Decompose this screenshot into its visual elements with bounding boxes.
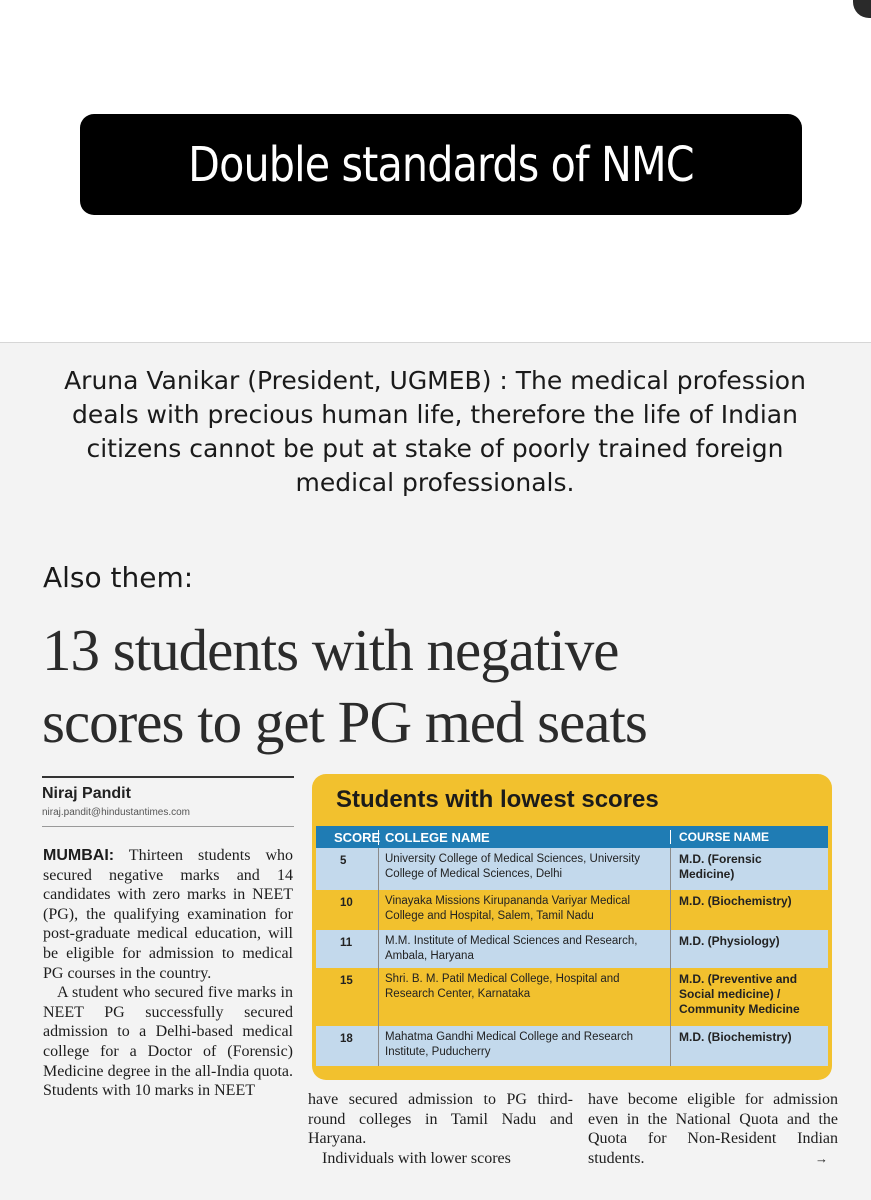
header-college: COLLEGE NAME [378,830,670,845]
row-course: M.D. (Forensic Medicine) [670,848,828,890]
row-college: Mahatma Gandhi Medical College and Research Institute, Puducherry [378,1026,670,1066]
quote-text: Aruna Vanikar (President, UGMEB) : The medical profession deals with precious human life, therefore the life of Indian citizens cannot be put at stake of poorly trained foreign medical professionals. [64,366,806,497]
row-college: M.M. Institute of Medical Sciences and Research, Ambala, Haryana [378,930,670,968]
table-row [316,968,828,1026]
also-label: Also them: [43,561,194,594]
corner-mark [853,0,871,18]
paragraph-2: A student who secured five marks in NEET PG successfully secured admission to a Delhi-based medical college for a Doctor of (Forensic) Medicine degree in the all-India quota. Students with 10 marks in NEET [43,984,293,1100]
row-course: M.D. (Preventive and Social medicine) / Community Medicine [670,968,828,1026]
row-course: M.D. (Physiology) [670,930,828,968]
article-headline [42,614,842,758]
article-column-2 [308,1090,573,1168]
row-college: University College of Medical Sciences, University College of Medical Sciences, Delhi [378,848,670,890]
lowest-scores-table [312,774,832,1080]
row-course: M.D. (Biochemistry) [670,890,828,930]
title-banner [80,114,802,215]
row-college: Shri. B. M. Patil Medical College, Hospital and Research Center, Karnataka [378,968,670,1026]
row-score: 11 [340,937,353,949]
column-2-paragraph: Individuals with lower scores [322,1149,511,1167]
author-email: niraj.pandit@hindustantimes.com [42,807,294,827]
row-course: M.D. (Biochemistry) [670,1026,828,1066]
table-row [316,930,828,968]
headline-line-2: scores to get PG med seats [42,689,647,755]
table-row [316,848,828,890]
row-score: 15 [340,975,353,987]
table-title: Students with lowest scores [336,786,659,813]
header-score: SCORE [334,829,381,845]
header-course: COURSE NAME [670,830,828,844]
column-2-text: have secured admission to PG third-round colleges in Tamil Nadu and Haryana. [308,1091,573,1148]
row-score: 10 [340,897,353,909]
continue-arrow-icon: → [815,1150,828,1166]
dateline: MUMBAI: [43,847,115,864]
row-score: 18 [340,1033,353,1045]
table-row [316,1026,828,1066]
row-score: 5 [340,855,347,867]
table-row [316,890,828,930]
column-3-text: have become eligible for admission even in the National Quota and the Quota for Non-Resident Indian students. [588,1091,838,1167]
article-column-1 [43,846,293,1101]
title-text: Double standards of NMC [188,136,694,193]
table-header [316,826,828,848]
article-column-3 [588,1090,838,1168]
headline-line-1: 13 students with negative [42,617,619,683]
row-college: Vinayaka Missions Kirupananda Variyar Medical College and Hospital, Salem, Tamil Nadu [378,890,670,930]
author-name: Niraj Pandit [42,785,131,802]
paragraph-1: Thirteen students who secured negative marks and 14 candidates with zero marks in NEET (PG), the qualifying examination for post-graduate medical education, will be eligible for admission to medical PG courses in the country. [43,847,293,982]
byline [42,776,294,827]
